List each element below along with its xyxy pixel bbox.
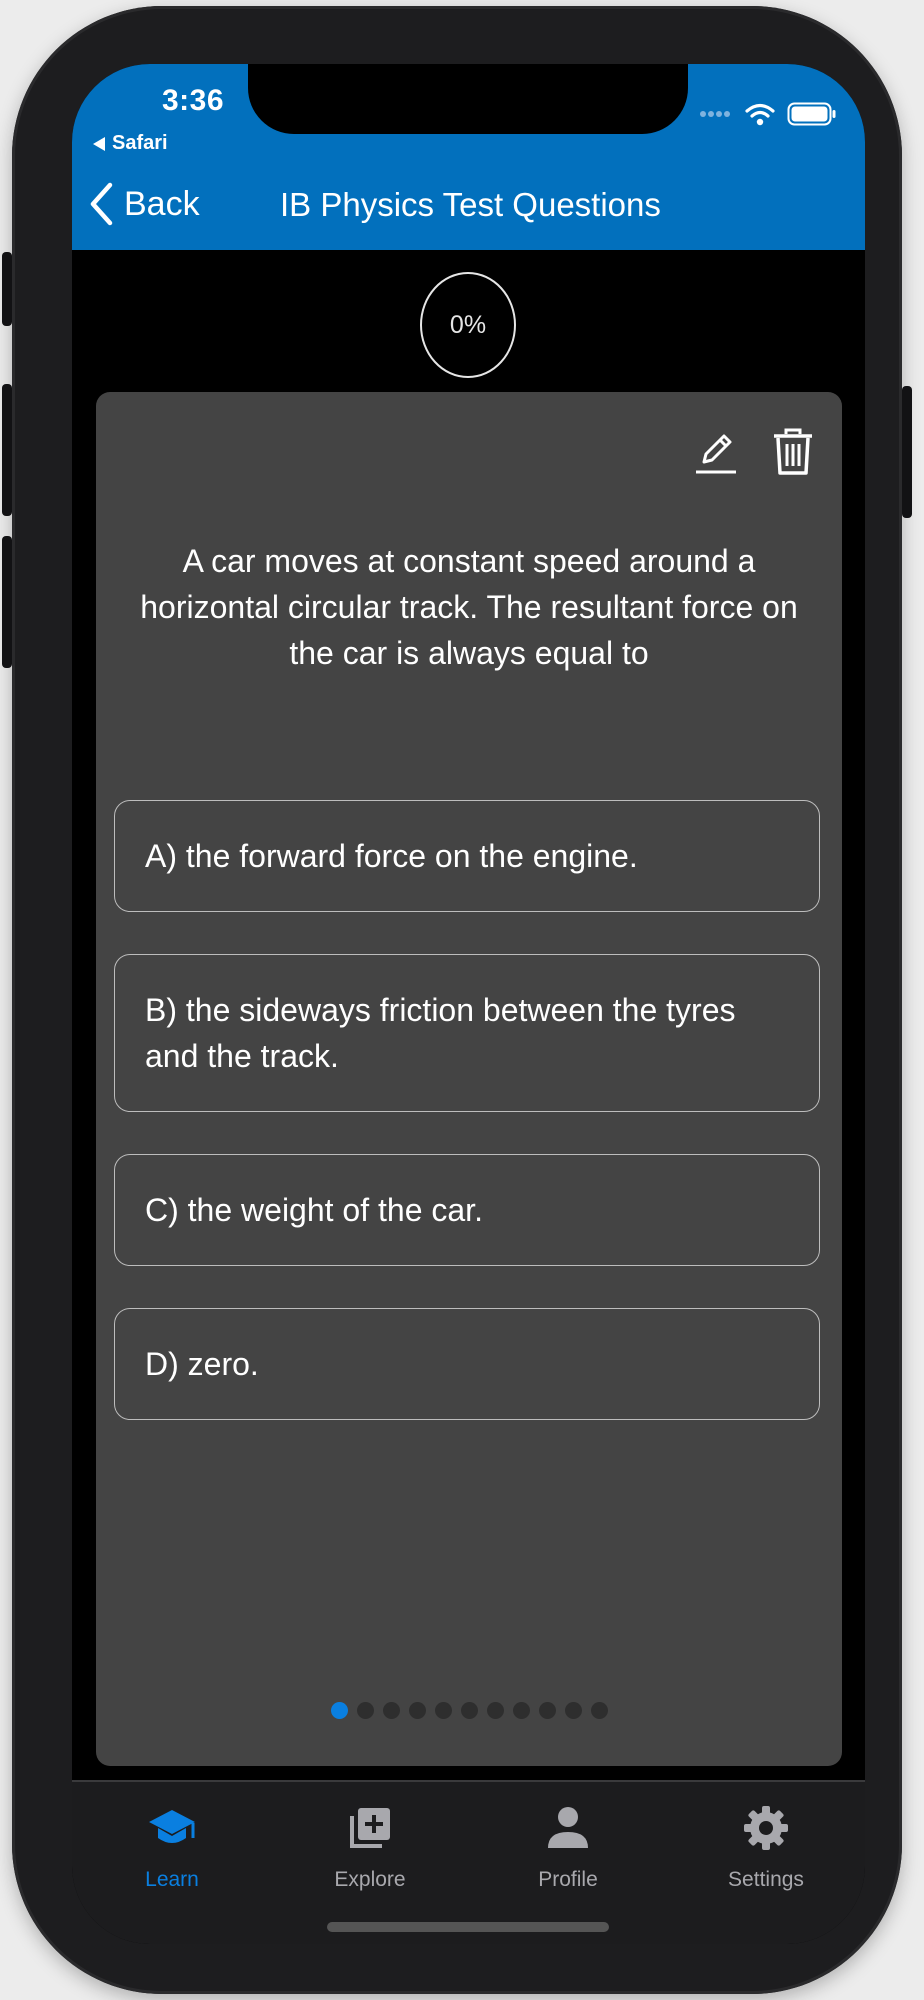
answer-option-d[interactable] bbox=[114, 1308, 820, 1420]
volume-down-button bbox=[2, 536, 12, 668]
page-dot[interactable] bbox=[331, 1702, 348, 1719]
trash-icon[interactable] bbox=[772, 428, 814, 476]
cellular-signal-icon bbox=[699, 109, 733, 119]
page-dot[interactable] bbox=[435, 1702, 452, 1719]
page-dot[interactable] bbox=[539, 1702, 556, 1719]
page-dot[interactable] bbox=[357, 1702, 374, 1719]
chevron-left-icon bbox=[88, 182, 114, 226]
page-dot[interactable] bbox=[513, 1702, 530, 1719]
answer-text: D) zero. bbox=[145, 1346, 259, 1382]
page-dot[interactable] bbox=[409, 1702, 426, 1719]
answer-option-b[interactable] bbox=[114, 954, 820, 1112]
power-button bbox=[902, 386, 912, 518]
progress-label: 0% bbox=[449, 310, 487, 339]
tab-label: Settings bbox=[728, 1868, 804, 1891]
person-icon bbox=[548, 1806, 588, 1850]
question-text: A car moves at constant speed around a horizontal circular track. The resultant force on the car is always equal to bbox=[140, 543, 798, 671]
screen bbox=[72, 64, 865, 1944]
tab-label: Profile bbox=[538, 1868, 598, 1891]
tab-settings[interactable] bbox=[676, 1796, 856, 1892]
home-indicator[interactable] bbox=[327, 1922, 609, 1932]
answer-option-a[interactable] bbox=[114, 800, 820, 912]
phone-frame bbox=[12, 6, 902, 1994]
status-indicators bbox=[699, 102, 837, 126]
tab-label: Explore bbox=[334, 1868, 406, 1891]
status-time: 3:36 bbox=[161, 84, 225, 117]
page-dot[interactable] bbox=[487, 1702, 504, 1719]
answer-text: B) the sideways friction between the tyres and the track. bbox=[145, 992, 736, 1074]
status-back-label: Safari bbox=[112, 132, 168, 154]
wifi-icon bbox=[745, 102, 775, 126]
battery-icon bbox=[787, 102, 837, 126]
page-dot[interactable] bbox=[565, 1702, 582, 1719]
gear-icon bbox=[743, 1805, 789, 1851]
graduation-cap-icon bbox=[147, 1806, 197, 1850]
page-indicator[interactable] bbox=[96, 1702, 842, 1719]
question-card bbox=[96, 392, 842, 1766]
answer-text: C) the weight of the car. bbox=[145, 1192, 483, 1228]
card-toolbar bbox=[694, 428, 814, 476]
mute-switch bbox=[2, 252, 12, 326]
page-title: IB Physics Test Questions bbox=[280, 186, 661, 223]
page-dot[interactable] bbox=[461, 1702, 478, 1719]
progress-indicator bbox=[420, 272, 516, 378]
tab-label: Learn bbox=[145, 1868, 199, 1891]
edit-icon[interactable] bbox=[694, 428, 738, 476]
back-triangle-icon bbox=[92, 136, 106, 152]
page-dot[interactable] bbox=[383, 1702, 400, 1719]
tab-learn[interactable] bbox=[82, 1796, 262, 1892]
tab-profile[interactable] bbox=[478, 1796, 658, 1892]
add-library-icon bbox=[348, 1806, 392, 1850]
back-button[interactable] bbox=[88, 182, 200, 226]
tab-explore[interactable] bbox=[280, 1796, 460, 1892]
tab-bar bbox=[72, 1780, 865, 1944]
back-label: Back bbox=[124, 184, 200, 223]
answer-text: A) the forward force on the engine. bbox=[145, 838, 638, 874]
status-back-to-app[interactable] bbox=[92, 132, 168, 155]
volume-up-button bbox=[2, 384, 12, 516]
answer-option-c[interactable] bbox=[114, 1154, 820, 1266]
page-dot[interactable] bbox=[591, 1702, 608, 1719]
notch bbox=[248, 64, 688, 134]
